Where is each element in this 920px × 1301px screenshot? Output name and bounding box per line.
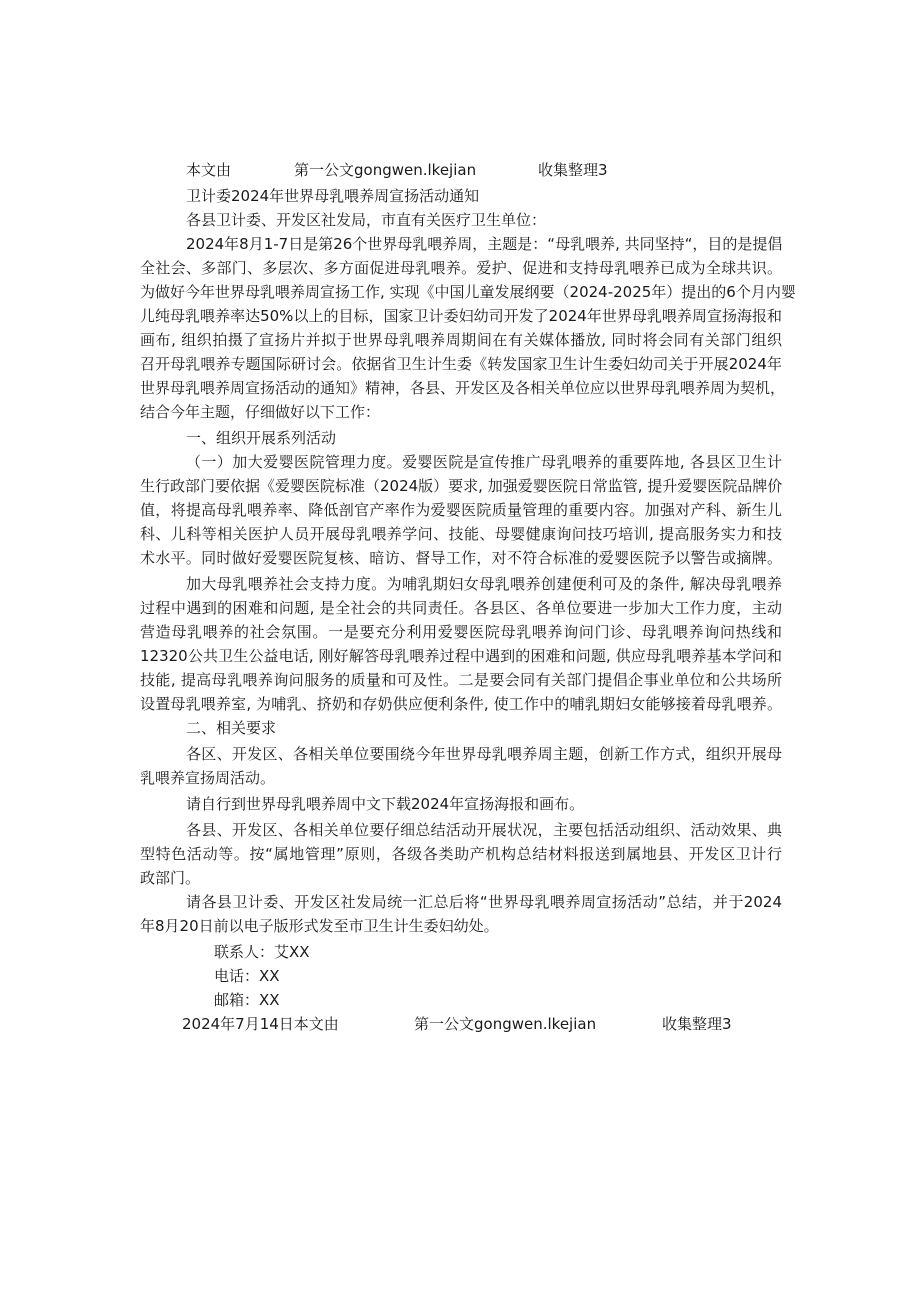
section2-p1-line: 各区、开发区、各相关单位要围绕今年世界母乳喂养周主题，创新工作方式，组织开展母 (186, 745, 782, 763)
section1-p1-line: 术水平。同时做好爱婴医院复核、暗访、督导工作，对不符合标准的爱婴医院予以警告或摘牌。 (140, 549, 782, 567)
section2-p4-line: 请各县卫计委、开发区社发局统一汇总后将“世界母乳喂养周宣扬活动”总结，并于2024 (186, 893, 782, 911)
section1-p2-line: 加大母乳喂养社会支持力度。为哺乳期妇女母乳喂养创建便利可及的条件, 解决母乳喂养 (186, 575, 782, 593)
contact-email: 邮箱：XX (214, 991, 280, 1009)
section2-p4-line: 年8月20日前以电子版形式发至市卫生计生委妇幼处。 (140, 917, 499, 935)
addressee: 各县卫计委、开发区社发局，市直有关医疗卫生单位： (186, 211, 547, 229)
section1-p1-line: 生行政部门要依据《爱婴医院标准（2024版）要求, 加强爱婴医院日常监管, 提升爱婴医院品牌价 (140, 477, 783, 495)
section1-p2-line: 营造母乳喂养的社会氛围。一是要充分利用爱婴医院母乳喂养询问门诊、母乳喂养询问热线和 (140, 623, 782, 641)
header-source-prefix: 本文由 (186, 161, 232, 179)
header-source-suffix: 收集整理3 (538, 161, 608, 179)
contact-person: 联系人：艾XX (214, 943, 310, 961)
contact-phone: 电话：XX (214, 967, 280, 985)
section2-p2: 请自行到世界母乳喂养周中文下载2024年宣扬海报和画布。 (186, 795, 585, 813)
section1-p1-line: 值，将提高母乳喂养率、降低剖官产率作为爱婴医院质量管理的重要内容。加强对产科、新生儿 (140, 501, 782, 519)
footer-source-suffix: 收集整理3 (662, 1015, 732, 1033)
section1-p2-line: 设置母乳喂养室, 为哺乳、挤奶和存奶供应便利条件, 使工作中的哺乳期妇女能够接着母乳喂养。 (140, 695, 782, 713)
section1-heading: 一、组织开展系列活动 (186, 429, 337, 447)
intro-line: 结合今年主题，仔细做好以下工作： (140, 403, 381, 421)
section1-p2-line: 技能, 提高母乳喂养询问服务的质量和可及性。二是要会同有关部门提倡企事业单位和公共场所 (140, 671, 782, 689)
header-source-name: 第一公文gongwen.lkejian (294, 161, 477, 179)
footer-source-name: 第一公文gongwen.lkejian (414, 1015, 597, 1033)
intro-line: 儿纯母乳喂养率达50%以上的目标，国家卫计委妇幼司开发了2024年世界母乳喂养周宣扬海报和 (140, 307, 782, 325)
intro-line: 2024年8月1-7日是第26个世界母乳喂养周，主题是：“母乳喂养, 共同坚持“，目的是提倡 (186, 235, 783, 253)
section2-p3-line: 各县、开发区、各相关单位要仔细总结活动开展状况，主要包括活动组织、活动效果、典 (186, 821, 782, 839)
section1-p1-line: 科、儿科等相关医护人员开展母乳喂养学问、技能、母婴健康询问技巧培训, 提高服务实力和技 (140, 525, 782, 543)
document-title: 卫计委2024年世界母乳喂养周宣扬活动通知 (186, 187, 480, 205)
section2-p3-line: 型特色活动等。按“属地管理”原则，各级各类助产机构总结材料报送到属地县、开发区卫计行 (140, 845, 782, 863)
section1-p2-line: 过程中遇到的困难和问题, 是全社会的共同责任。各县区、各单位要进一步加大工作力度，主动 (140, 599, 782, 617)
section1-p1-line: （一）加大爱婴医院管理力度。爱婴医院是宣传推广母乳喂养的重要阵地, 各县区卫生计 (186, 453, 782, 471)
intro-line: 画布, 组织拍摄了宣扬片并拟于世界母乳喂养周期间在有关媒体播放, 同时将会同有关部门组织 (140, 331, 782, 349)
intro-line: 全社会、多部门、多层次、多方面促进母乳喂养。爱护、促进和支持母乳喂养已成为全球共识。 (140, 259, 782, 277)
intro-line: 为做好今年世界母乳喂养周宣扬工作, 实现《中国儿童发展纲要（2024-2025年）提出的6个月内婴 (140, 283, 796, 301)
section1-p2-line: 12320公共卫生公益电话, 刚好解答母乳喂养过程中遇到的困难和问题, 供应母乳喂养基本学问和 (140, 647, 782, 665)
intro-line: 召开母乳喂养专题国际研讨会。依据省卫生计生委《转发国家卫生计生委妇幼司关于开展2024年 (140, 355, 782, 373)
intro-line: 世界母乳喂养周宣扬活动的通知》精神，各县、开发区及各相关单位应以世界母乳喂养周为契机， (140, 379, 786, 397)
footer-date: 2024年7月14日本文由 (182, 1015, 339, 1033)
section2-p3-line: 政部门。 (140, 869, 201, 887)
section2-heading: 二、相关要求 (186, 719, 277, 737)
section2-p1-line: 乳喂养宣扬周活动。 (140, 769, 276, 787)
